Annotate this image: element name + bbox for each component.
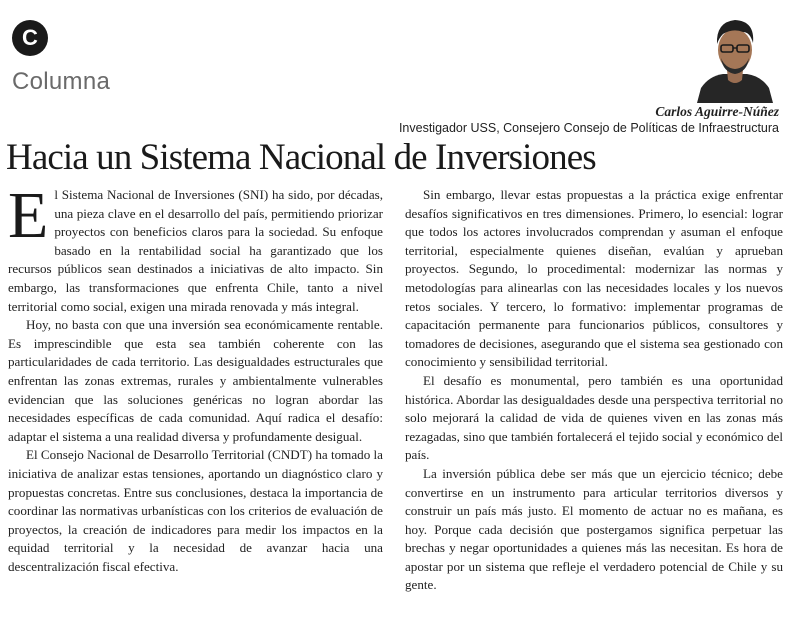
article-paragraph: El desafío es monumental, pero también es una oportunidad histórica. Abordar las desigualdades desde una perspectiva territorial no solo mejorará la calidad de vida de quienes viven en las zonas más rezagadas, sino que también fortalecerá el tejido social y económico del país. [405,372,783,463]
logo-letter: C [22,25,38,50]
section-label: Columna [12,68,111,95]
article-column-left [8,179,383,576]
author-role: Investigador USS, Consejero Consejo de Políticas de Infraestructura [398,121,779,135]
publication-logo [12,20,48,56]
author-name: Carlos Aguirre-Núñez [655,104,779,119]
author-photo [695,8,775,103]
article-paragraph: Hoy, no basta con que una inversión sea económicamente rentable. Es imprescindible que esta sea también coherente con las particularidades de cada territorio. Las desigualdades estructurales que enfrentan las zonas extremas, rurales y ambientalmente vulnerables evidencian que las soluciones genéricas no logran abordar las necesidades específicas de cada comunidad. Aquí radica el desafío: adaptar el sistema a una realidad diversa y profundamente desigual. [8,317,383,444]
paragraph-text: l Sistema Nacional de Inversiones (SNI) ha sido, por décadas, una pieza clave en el desarrollo del país, permitiendo priorizar proyectos con beneficios claros para la sociedad. Su enfoque basado en la rentabilidad social ha garantizado que los recursos públicos sean destinados a iniciativas de alto impacto. Sin embargo, las transformaciones que enfrenta Chile, tanto a nivel territorial como social, exigen una mirada renovada y más integral. [8,187,383,314]
author-portrait-icon [695,8,775,103]
article-title: Hacia un Sistema Nacional de Inversiones [6,137,596,178]
article-paragraph: El Consejo Nacional de Desarrollo Territorial (CNDT) ha tomado la iniciativa de analizar estas tensiones, aportando un diagnóstico claro y propuestas concretas. Entre sus conclusiones, destaca la importancia de coordinar las normativas urbanísticas con los criterios de evaluación de proyectos, la creación de indicadores para medir los impactos en la equidad territorial y la necesidad de avanzar hacia una descentralización fiscal efectiva. [8,447,383,574]
article-paragraph [8,179,383,316]
article-paragraph: La inversión pública debe ser más que un ejercicio técnico; debe convertirse en un instrumento para articular territorios diversos y construir un país más justo. El momento de actuar no es mañana, es hoy. Porque cada decisión que postergamos significa perpetuar las brechas y negar oportunidades a quienes más las necesitan. Es hora de apostar por un sistema que refleje el verdadero potencial de Chile y su gente. [405,465,783,593]
article-column-right [405,186,783,595]
drop-cap: E [8,179,49,252]
article-paragraph: Sin embargo, llevar estas propuestas a la práctica exige enfrentar desafíos significativos en tres dimensiones. Primero, lo esencial: lograr que todos los actores involucrados comprendan y asuman el enfoque territorial, especialmente quienes diseñan, evalúan y aprueban proyectos. Segundo, lo procedimental: modernizar las normas y metodologías para alinearlas con las necesidades locales y los nuevos retos sociales. Y tercero, lo formativo: implementar programas de capacitación permanente para funcionarios públicos, consultores y tomadores de decisiones, asegurando que el sistema sea gestionado con conocimiento y sensibilidad territorial. [405,187,783,370]
